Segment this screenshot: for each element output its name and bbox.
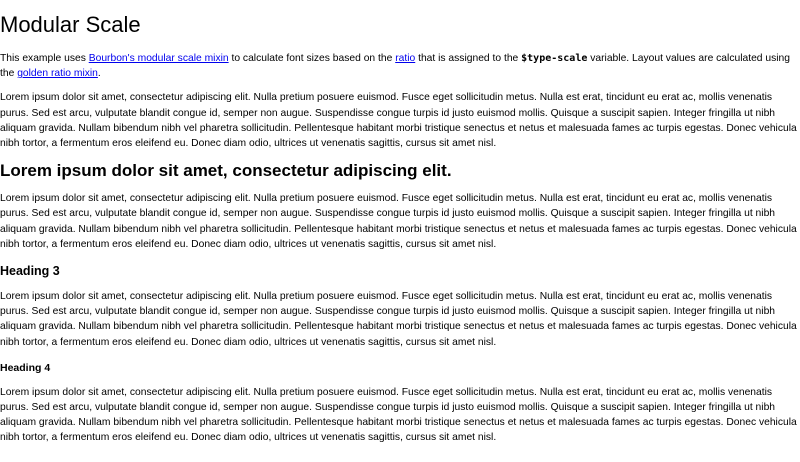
intro-text-2: to calculate font sizes based on the [228, 53, 396, 64]
intro-paragraph [0, 51, 800, 81]
body-paragraph-3: Lorem ipsum dolor sit amet, consectetur adipiscing elit. Nulla pretium posuere euismod. Fusce eget sollicitudin metus. Nulla est erat, tincidunt eu erat ac, mollis venenatis purus. Sed est arcu, vulputate blandit congue id, semper non augue. Suspendisse congue turpis id justo euismod mollis. Quisque a suscipit sapien. Integer fringilla ut nibh aliquam gravida. Nullam bibendum nibh vel pharetra sollicitudin. Pellentesque habitant morbi tristique senectus et netus et malesuada fames ac turpis egestas. Donec vehicula nibh tortor, a fermentum eros eleifend eu. Donec diam odio, ultrices ut venenatis sagittis, cursus sit amet nisl. [0, 291, 797, 348]
heading-4: Heading 4 [0, 361, 51, 374]
page-content [0, 12, 800, 446]
page-title: Modular Scale [0, 12, 141, 37]
heading-2: Lorem ipsum dolor sit amet, consectetur adipiscing elit. [0, 161, 452, 181]
heading-3: Heading 3 [0, 264, 60, 279]
body-paragraph-2: Lorem ipsum dolor sit amet, consectetur adipiscing elit. Nulla pretium posuere euismod. Fusce eget sollicitudin metus. Nulla est erat, tincidunt eu erat ac, mollis venenatis purus. Sed est arcu, vulputate blandit congue id, semper non augue. Suspendisse congue turpis id justo euismod mollis. Quisque a suscipit sapien. Integer fringilla ut nibh aliquam gravida. Nullam bibendum nibh vel pharetra sollicitudin. Pellentesque habitant morbi tristique senectus et netus et malesuada fames ac turpis egestas. Donec vehicula nibh tortor, a fermentum eros eleifend eu. Donec diam odio, ultrices ut venenatis sagittis, cursus sit amet nisl. [0, 193, 797, 250]
heading-2-wrap [0, 161, 800, 181]
intro-text-5: . [97, 68, 101, 80]
body-paragraph-1: Lorem ipsum dolor sit amet, consectetur adipiscing elit. Nulla pretium posuere euismod. Fusce eget sollicitudin metus. Nulla est erat, tincidunt eu erat ac, mollis venenatis purus. Sed est arcu, vulputate blandit congue id, semper non augue. Suspendisse congue turpis id justo euismod mollis. Quisque a suscipit sapien. Integer fringilla ut nibh aliquam gravida. Nullam bibendum nibh vel pharetra sollicitudin. Pellentesque habitant morbi tristique senectus et netus et malesuada fames ac turpis egestas. Donec vehicula nibh tortor, a fermentum eros eleifend eu. Donec diam odio, ultrices ut venenatis sagittis, cursus sit amet nisl. [0, 92, 797, 150]
intro-text-3: that is assigned to the [415, 53, 522, 64]
heading-3-wrap [0, 264, 800, 279]
ratio-link[interactable]: ratio [395, 53, 416, 64]
intro-text-4: variable. Layout values are calculated using the [0, 53, 791, 80]
golden-ratio-mixin-link[interactable]: golden ratio mixin [17, 68, 98, 80]
type-scale-code: $type-scale [521, 53, 588, 64]
body-paragraph-4: Lorem ipsum dolor sit amet, consectetur adipiscing elit. Nulla pretium posuere euismod. Fusce eget sollicitudin metus. Nulla est erat, tincidunt eu erat ac, mollis venenatis purus. Sed est arcu, vulputate blandit congue id, semper non augue. Suspendisse congue turpis id justo euismod mollis. Quisque a suscipit sapien. Integer fringilla ut nibh aliquam gravida. Nullam bibendum nibh vel pharetra sollicitudin. Pellentesque habitant morbi tristique senectus et netus et malesuada fames ac turpis egestas. Donec vehicula nibh tortor, a fermentum eros eleifend eu. Donec diam odio, ultrices ut venenatis sagittis, cursus sit amet nisl. [0, 386, 797, 444]
heading-4-wrap [0, 362, 800, 375]
intro-text-1: This example uses [0, 53, 89, 64]
bourbon-modular-scale-link[interactable]: Bourbon's modular scale mixin [88, 53, 229, 64]
